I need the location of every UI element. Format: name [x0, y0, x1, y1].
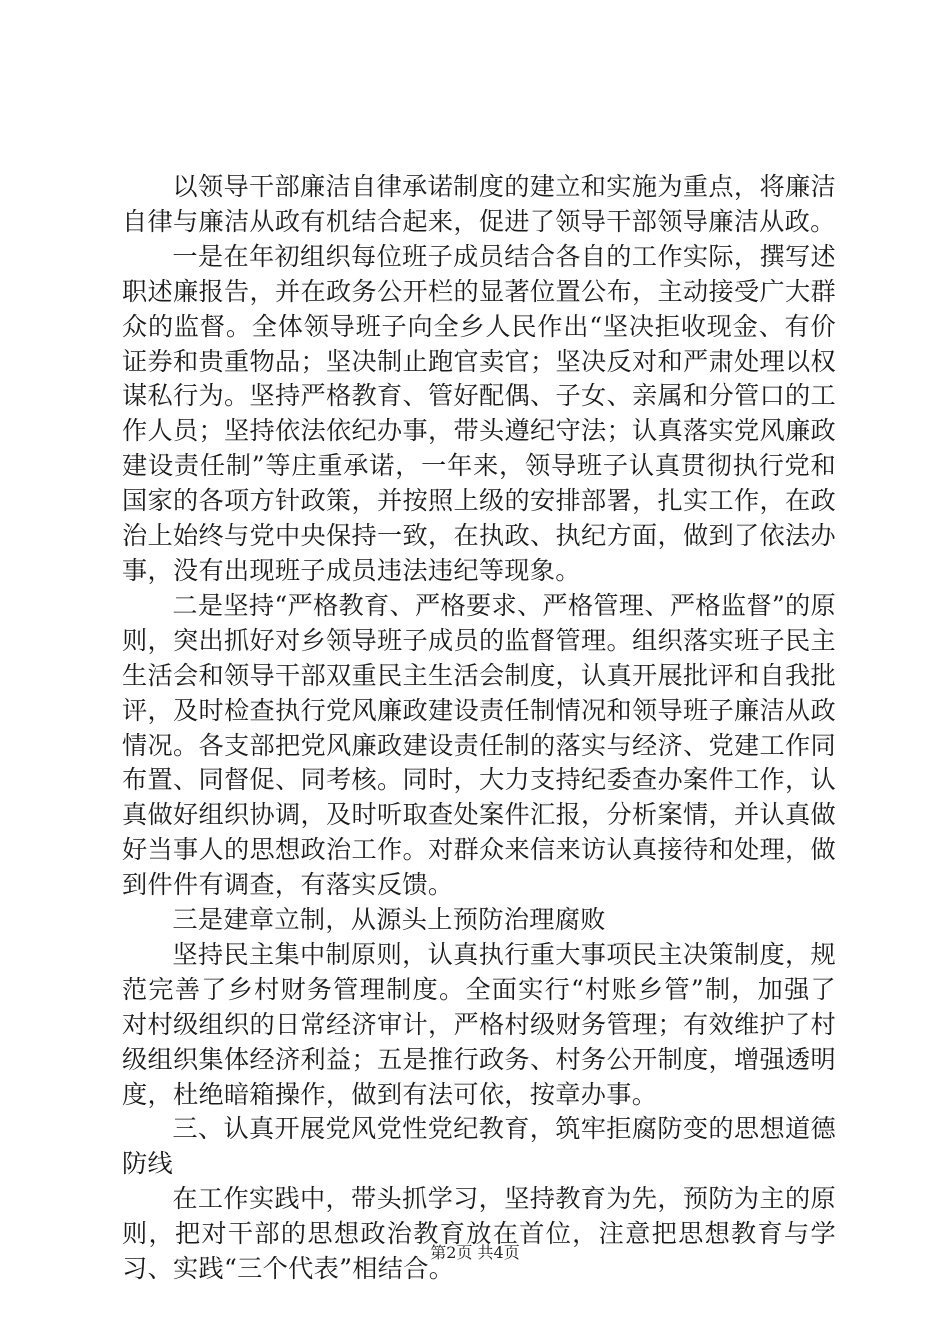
paragraph-4-heading: 三是建章立制，从源头上预防治理腐败 — [172, 905, 606, 935]
document-body — [122, 170, 836, 1287]
paragraph-2: 一是在年初组织每位班子成员结合各自的工作实际，撰写述职述廉报告，并在政务公开栏的显著位置公布，主动接受广大群众的监督。全体领导班子向全乡人民作出“坚决拒收现金、有价证券和贵重物品；坚决制止跑官卖官；坚决反对和严肃处理以权谋私行为。坚持严格教育、管好配偶、子女、亲属和分管口的工作人员；坚持依法依纪办事，带头遵纪守法；认真落实党风廉政建设责任制”等庄重承诺，一年来，领导班子认真贯彻执行党和国家的各项方针政策，并按照上级的安排部署，扎实工作，在政治上始终与党中央保持一致，在执政、执纪方面，做到了依法办事，没有出现班子成员违法违纪等现象。 — [122, 241, 836, 585]
paragraph-5: 坚持民主集中制原则，认真执行重大事项民主决策制度，规范完善了乡村财务管理制度。全面实行“村账乡管”制，加强了对村级组织的日常经济审计，严格村级财务管理；有效维护了村级组织集体经济利益；五是推行政务、村务公开制度，增强透明度，杜绝暗箱操作，做到有法可依，按章办事。 — [122, 939, 836, 1109]
paragraph-3: 二是坚持“严格教育、严格要求、严格管理、严格监督”的原则，突出抓好对乡领导班子成员的监督管理。组织落实班子民主生活会和领导干部双重民主生活会制度，认真开展批评和自我批评，及时检查执行党风廉政建设责任制情况和领导班子廉洁从政情况。各支部把党风廉政建设责任制的落实与经济、党建工作同布置、同督促、同考核。同时，大力支持纪委查办案件工作，认真做好组织协调，及时听取查处案件汇报，分析案情，并认真做好当事人的思想政治工作。对群众来信来访认真接待和处理，做到件件有调查，有落实反馈。 — [122, 590, 836, 900]
paragraph-6-heading: 三、认真开展党风党性党纪教育，筑牢拒腐防变的思想道德防线 — [122, 1114, 836, 1179]
paragraph-1: 以领导干部廉洁自律承诺制度的建立和实施为重点，将廉洁自律与廉洁从政有机结合起来，促进了领导干部领导廉洁从政。 — [122, 172, 836, 236]
page-number-footer: 第2页 共4页 — [430, 1243, 520, 1262]
paragraph-7: 在工作实践中，带头抓学习，坚持教育为先，预防为主的原则，把对干部的思想政治教育放在首位，注意把思想教育与学习、实践“三个代表”相结合。 — [122, 1184, 836, 1284]
